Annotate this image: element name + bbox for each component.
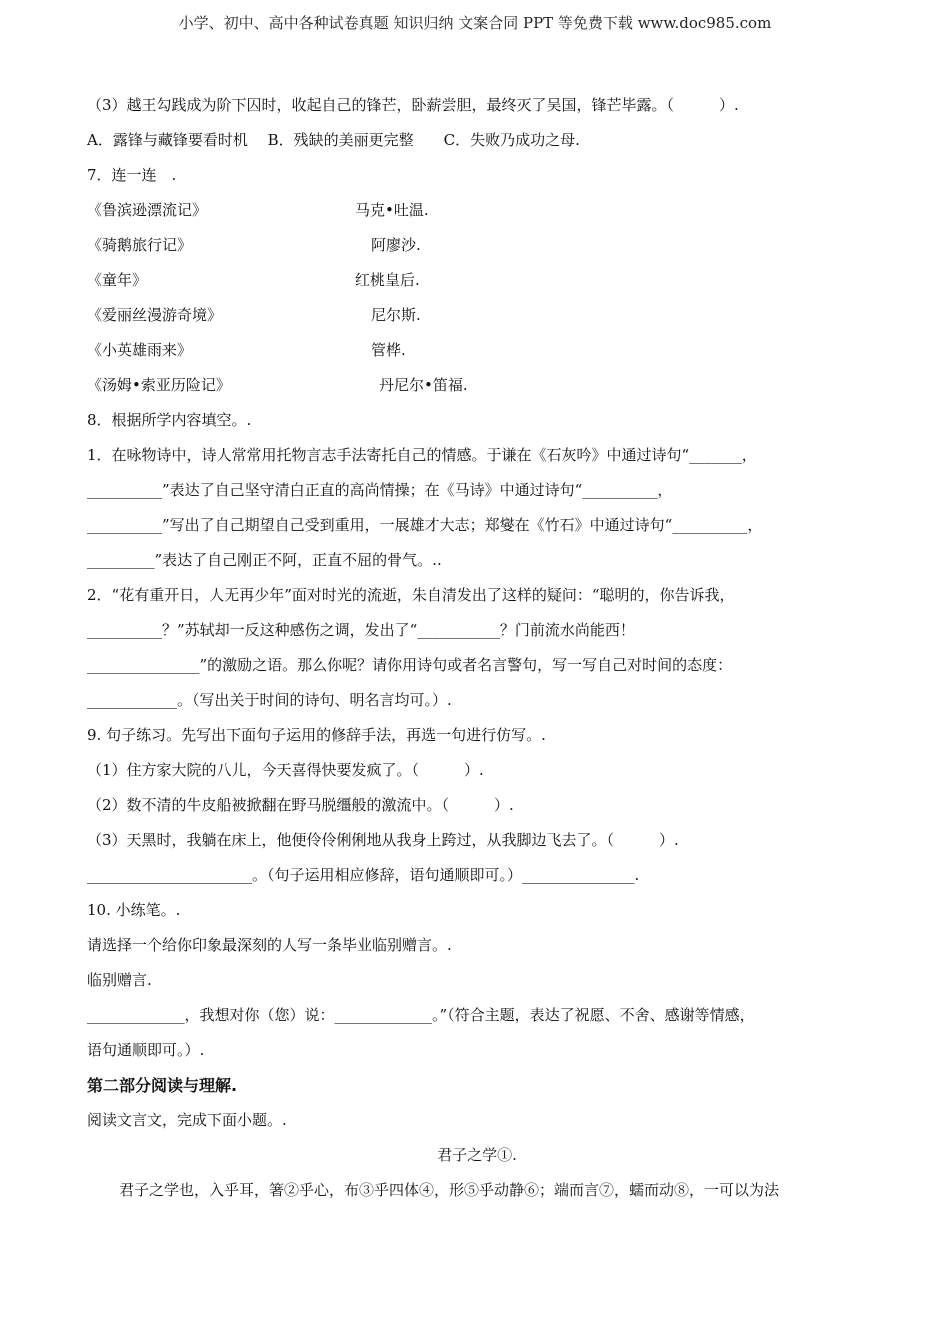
q8-1-line: __________”写出了自己期望自己受到重用，一展雄才大志；郑燮在《竹石》中通过诗句“__________， [87,516,763,534]
page-header: 小学、初中、高中各种试卷真题 知识归纳 文案合同 PPT 等免费下载 www.doc985.com [178,14,772,32]
character-name: 管桦. [371,341,406,359]
q8-1-line: 1．在咏物诗中，诗人常常用托物言志手法寄托自己的情感。于谦在《石灰吟》中通过诗句“_______， [87,446,757,464]
book-title: 《汤姆•索亚历险记》 [87,376,231,394]
q10-title: 10. 小练笔。. [87,901,181,919]
document-body [87,88,867,1208]
character-name: 马克•吐温. [355,201,429,219]
q8-2-line: ____________。（写出关于时间的诗句、明名言均可。）. [87,691,452,709]
q7-row [87,228,867,263]
part2-heading: 第二部分阅读与理解. [87,1076,238,1095]
character-name: 红桃皇后. [355,271,420,289]
book-title: 《童年》 [87,271,148,289]
passage-title: 君子之学①. [437,1146,517,1164]
q6-options: A．露锋与藏锋要看时机 B．残缺的美丽更完整 C．失败乃成功之母. [87,131,580,149]
book-title: 《爱丽丝漫游奇境》 [87,306,223,324]
q10-line: 临别赠言. [87,971,152,989]
book-title: 《小英雄雨来》 [87,341,193,359]
q8-1-line: __________”表达了自己坚守清白正直的高尚情操；在《马诗》中通过诗句“__________， [87,481,673,499]
q8-title: 8．根据所学内容填空。. [87,411,252,429]
q9-title: 9. 句子练习。先写出下面句子运用的修辞手法，再选一句进行仿写。. [87,726,546,744]
part2-instruction: 阅读文言文，完成下面小题。. [87,1111,287,1129]
q10-line: 请选择一个给你印象最深刻的人写一条毕业临别赠言。. [87,936,452,954]
character-name: 阿廖沙. [371,236,421,254]
q9-item: ______________________。（句子运用相应修辞，语句通顺即可。）_______________. [87,866,640,884]
q8-1-line: _________”表达了自己刚正不阿，正直不屈的骨气。.. [87,551,442,569]
q7-row [87,263,867,298]
book-title: 《骑鹅旅行记》 [87,236,193,254]
q10-line: 语句通顺即可。）. [87,1041,205,1059]
q8-2-line: _______________”的激励之语。那么你呢？请你用诗句或者名言警句，写一写自己对时间的态度： [87,656,733,674]
character-name: 丹尼尔•笛福. [379,376,468,394]
q7-row [87,193,867,228]
passage-text: 君子之学也，入乎耳，箸②乎心，布③乎四体④，形⑤乎动静⑥；端而言⑦，蠕而动⑧，一可以为法 [119,1181,780,1199]
q7-row [87,333,867,368]
book-title: 《鲁滨逊漂流记》 [87,201,208,219]
q7-title: 7．连一连 . [87,166,177,184]
q6-item-3: （3）越王勾践成为阶下囚时，收起自己的锋芒，卧薪尝胆，最终灭了吴国，锋芒毕露。（ ）. [87,96,739,114]
q7-row [87,298,867,333]
q10-line: _____________，我想对你（您）说：_____________。”（符合主题，表达了祝愿、不舍、感谢等情感， [87,1006,755,1024]
q7-row [87,368,867,403]
q8-2-line: __________？”苏轼却一反这种感伤之调，发出了“___________？门前流水尚能西！ [87,621,635,639]
q9-item: （1）住方家大院的八儿，今天喜得快要发疯了。（ ）. [87,761,484,779]
q9-item: （2）数不清的牛皮船被掀翻在野马脱缰般的激流中。（ ）. [87,796,514,814]
character-name: 尼尔斯. [371,306,421,324]
q9-item: （3）天黑时，我躺在床上，他便伶伶俐俐地从我身上跨过，从我脚边飞去了。（ ）. [87,831,679,849]
q8-2-line: 2．“花有重开日，人无再少年”面对时光的流逝，朱自清发出了这样的疑问：“聪明的，你告诉我， [87,586,735,604]
